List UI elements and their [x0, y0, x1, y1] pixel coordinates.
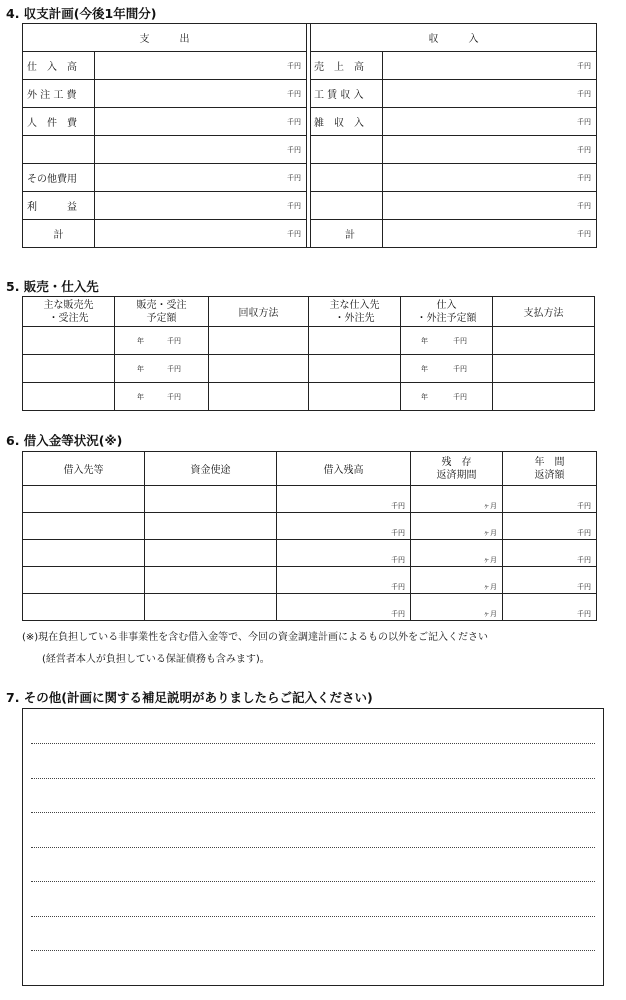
use-field[interactable] — [145, 540, 277, 567]
unit-label: 千円 — [577, 610, 591, 618]
expense-amount-field[interactable] — [95, 164, 307, 192]
remarks-line — [31, 950, 595, 951]
annual-repayment-field[interactable] — [503, 540, 597, 567]
income-amount-field[interactable] — [383, 108, 597, 136]
remarks-line — [31, 916, 595, 917]
annual-repayment-field[interactable] — [503, 567, 597, 594]
expense-label: 利 益 — [23, 192, 95, 220]
header-annual-text: 年 間 返済額 — [534, 456, 565, 481]
remaining-period-field[interactable] — [411, 594, 503, 621]
unit-label: 千円 — [577, 502, 591, 510]
header-main-customer — [23, 297, 115, 327]
month-label: ヶ月 — [483, 583, 497, 591]
remarks-line — [31, 743, 595, 744]
header-collection-method: 回収方法 — [209, 297, 309, 327]
supplier-field[interactable] — [309, 383, 401, 411]
borrowing-row — [23, 513, 597, 540]
header-main-supplier — [309, 297, 401, 327]
expense-amount-field[interactable] — [95, 220, 307, 248]
unit-label: 千円 — [287, 230, 301, 238]
expense-amount-field[interactable] — [95, 108, 307, 136]
income-expense-table — [22, 23, 597, 248]
header-balance: 借入残高 — [277, 452, 411, 486]
annual-repayment-field[interactable] — [503, 594, 597, 621]
income-label — [311, 192, 383, 220]
collection-method-field[interactable] — [209, 383, 309, 411]
month-label: ヶ月 — [483, 529, 497, 537]
unit-label: 千円 — [287, 146, 301, 154]
borrowing-row — [23, 486, 597, 513]
remaining-period-field[interactable] — [411, 567, 503, 594]
unit-label: 千円 — [453, 393, 467, 401]
annual-repayment-field[interactable] — [503, 486, 597, 513]
income-amount-field[interactable] — [383, 192, 597, 220]
balance-field[interactable] — [277, 594, 411, 621]
year-label: 年 — [421, 365, 428, 373]
remaining-period-field[interactable] — [411, 540, 503, 567]
header-main-customer-text: 主な販売先 ・受注先 — [43, 299, 94, 324]
month-label: ヶ月 — [483, 502, 497, 510]
unit-label: 千円 — [577, 556, 591, 564]
unit-label: 千円 — [577, 230, 591, 238]
income-expense-row — [23, 192, 597, 220]
planned-purchase-field[interactable] — [401, 355, 493, 383]
sales-supplier-row — [23, 383, 595, 411]
payment-method-field[interactable] — [493, 327, 595, 355]
header-use: 資金使途 — [145, 452, 277, 486]
use-field[interactable] — [145, 567, 277, 594]
header-annual-repayment — [503, 452, 597, 486]
section4-title: 4. 収支計画(今後1年間分) — [6, 6, 157, 21]
income-expense-row — [23, 80, 597, 108]
income-amount-field[interactable] — [383, 136, 597, 164]
header-payment-method: 支払方法 — [493, 297, 595, 327]
planned-purchase-field[interactable] — [401, 327, 493, 355]
lender-field[interactable] — [23, 594, 145, 621]
unit-label: 千円 — [287, 90, 301, 98]
borrowing-note-2: (経営者本人が負担している保証債務も含みます)。 — [42, 654, 270, 665]
month-label: ヶ月 — [483, 556, 497, 564]
income-label: 売 上 高 — [311, 52, 383, 80]
unit-label: 千円 — [167, 365, 181, 373]
use-field[interactable] — [145, 594, 277, 621]
header-lender: 借入先等 — [23, 452, 145, 486]
expense-label: 計 — [23, 220, 95, 248]
customer-field[interactable] — [23, 355, 115, 383]
expense-label: 人 件 費 — [23, 108, 95, 136]
balance-field[interactable] — [277, 567, 411, 594]
income-expense-row — [23, 164, 597, 192]
header-remaining-text: 残 存 返済期間 — [436, 456, 477, 481]
unit-label: 千円 — [577, 583, 591, 591]
unit-label: 千円 — [391, 502, 405, 510]
section5-title: 5. 販売・仕入先 — [6, 279, 99, 294]
unit-label: 千円 — [391, 610, 405, 618]
unit-label: 千円 — [577, 146, 591, 154]
unit-label: 千円 — [391, 529, 405, 537]
planned-sales-field[interactable] — [115, 383, 209, 411]
income-label — [311, 136, 383, 164]
customer-field[interactable] — [23, 383, 115, 411]
month-label: ヶ月 — [483, 610, 497, 618]
unit-label: 千円 — [391, 583, 405, 591]
collection-method-field[interactable] — [209, 355, 309, 383]
sales-supplier-table — [22, 296, 595, 411]
header-planned-sales-text: 販売・受注 予定額 — [136, 299, 187, 324]
remarks-box[interactable] — [22, 708, 604, 986]
unit-label: 千円 — [577, 118, 591, 126]
header-planned-purchase-text: 仕入 ・外注予定額 — [416, 299, 477, 324]
supplier-field[interactable] — [309, 355, 401, 383]
expense-label — [23, 136, 95, 164]
header-main-supplier-text: 主な仕入先 ・外注先 — [329, 299, 380, 324]
income-amount-field[interactable] — [383, 80, 597, 108]
borrowing-table — [22, 451, 597, 621]
remaining-period-field[interactable] — [411, 513, 503, 540]
expense-amount-field[interactable] — [95, 52, 307, 80]
sales-supplier-row — [23, 355, 595, 383]
income-header: 収 入 — [311, 24, 597, 52]
year-label: 年 — [137, 393, 144, 401]
income-amount-field[interactable] — [383, 220, 597, 248]
expense-amount-field[interactable] — [95, 192, 307, 220]
expense-label: 仕 入 高 — [23, 52, 95, 80]
income-label — [311, 164, 383, 192]
year-label: 年 — [137, 337, 144, 345]
unit-label: 千円 — [453, 365, 467, 373]
unit-label: 千円 — [167, 393, 181, 401]
unit-label: 千円 — [577, 529, 591, 537]
year-label: 年 — [137, 365, 144, 373]
unit-label: 千円 — [577, 202, 591, 210]
expense-amount-field[interactable] — [95, 80, 307, 108]
lender-field[interactable] — [23, 540, 145, 567]
income-expense-row — [23, 220, 597, 248]
customer-field[interactable] — [23, 327, 115, 355]
remarks-line — [31, 812, 595, 813]
unit-label: 千円 — [577, 90, 591, 98]
income-amount-field[interactable] — [383, 52, 597, 80]
planned-sales-field[interactable] — [115, 355, 209, 383]
borrowing-note-1: (※)現在負担している非事業性を含む借入金等で、今回の資金調達計画によるもの以外をご記入ください — [22, 632, 488, 643]
annual-repayment-field[interactable] — [503, 513, 597, 540]
payment-method-field[interactable] — [493, 383, 595, 411]
sales-supplier-row — [23, 327, 595, 355]
section6-title: 6. 借入金等状況(※) — [6, 433, 123, 448]
remaining-period-field[interactable] — [411, 486, 503, 513]
header-remaining-period — [411, 452, 503, 486]
unit-label: 千円 — [287, 118, 301, 126]
borrowing-row — [23, 594, 597, 621]
income-label: 雑 収 入 — [311, 108, 383, 136]
income-amount-field[interactable] — [383, 164, 597, 192]
lender-field[interactable] — [23, 513, 145, 540]
borrowing-row — [23, 540, 597, 567]
income-expense-row — [23, 136, 597, 164]
planned-purchase-field[interactable] — [401, 383, 493, 411]
lender-field[interactable] — [23, 486, 145, 513]
unit-label: 千円 — [167, 337, 181, 345]
section7-title: 7. その他(計画に関する補足説明がありましたらご記入ください) — [6, 690, 373, 705]
expense-label: その他費用 — [23, 164, 95, 192]
planned-sales-field[interactable] — [115, 327, 209, 355]
unit-label: 千円 — [577, 174, 591, 182]
remarks-line — [31, 778, 595, 779]
balance-field[interactable] — [277, 486, 411, 513]
supplier-field[interactable] — [309, 327, 401, 355]
income-expense-row — [23, 52, 597, 80]
income-label: 工 賃 収 入 — [311, 80, 383, 108]
remarks-line — [31, 881, 595, 882]
payment-method-field[interactable] — [493, 355, 595, 383]
year-label: 年 — [421, 337, 428, 345]
expense-header: 支 出 — [23, 24, 307, 52]
unit-label: 千円 — [453, 337, 467, 345]
use-field[interactable] — [145, 513, 277, 540]
collection-method-field[interactable] — [209, 327, 309, 355]
lender-field[interactable] — [23, 567, 145, 594]
unit-label: 千円 — [391, 556, 405, 564]
header-planned-purchase — [401, 297, 493, 327]
balance-field[interactable] — [277, 513, 411, 540]
income-expense-row — [23, 108, 597, 136]
unit-label: 千円 — [287, 202, 301, 210]
remarks-line — [31, 847, 595, 848]
income-label: 計 — [311, 220, 383, 248]
unit-label: 千円 — [577, 62, 591, 70]
expense-label: 外 注 工 費 — [23, 80, 95, 108]
balance-field[interactable] — [277, 540, 411, 567]
borrowing-row — [23, 567, 597, 594]
year-label: 年 — [421, 393, 428, 401]
unit-label: 千円 — [287, 62, 301, 70]
header-planned-sales — [115, 297, 209, 327]
unit-label: 千円 — [287, 174, 301, 182]
expense-amount-field[interactable] — [95, 136, 307, 164]
use-field[interactable] — [145, 486, 277, 513]
